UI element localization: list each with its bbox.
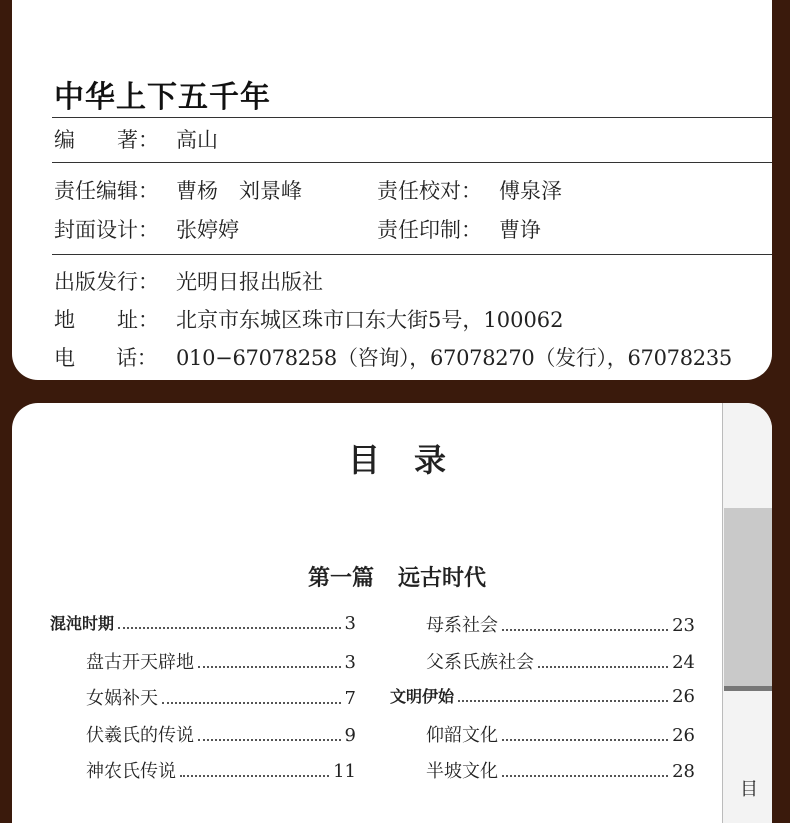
section-heading [12, 561, 772, 592]
toc-entry-page: 7 [344, 688, 356, 709]
toc-entry [426, 721, 695, 745]
toc-entry [86, 757, 356, 781]
resp-editor-line [54, 175, 302, 205]
cover-label: 封面设计： [54, 218, 159, 242]
print-line [377, 214, 541, 244]
next-page-bar [724, 686, 772, 691]
toc-entry-label: 混沌时期 [50, 614, 115, 633]
proof-line [377, 175, 562, 205]
toc-entry-label: 盘古开天辟地 [86, 651, 194, 673]
toc-entry-label: 女娲补天 [86, 688, 158, 709]
section-part: 第一篇 [307, 565, 374, 591]
book-title: 中华上下五千年 [54, 80, 271, 115]
print-label: 责任印制： [377, 218, 482, 242]
next-page-gray-block [724, 508, 772, 686]
toc-entry-label: 伏羲氏的传说 [86, 724, 194, 746]
dot-leader [198, 739, 341, 741]
toc-entry-label: 母系社会 [426, 615, 498, 636]
proof-label: 责任校对： [377, 179, 482, 203]
publisher-line [54, 266, 323, 296]
toc-entry-page: 3 [344, 651, 356, 673]
toc-entry-label: 父系氏族社会 [426, 651, 534, 673]
toc-entry [50, 611, 356, 635]
editor-value: 高山 [176, 128, 218, 152]
dot-leader [502, 739, 668, 741]
dot-leader [198, 666, 341, 668]
toc-entry-label: 半坡文化 [426, 761, 498, 782]
toc-entry-label: 神农氏传说 [86, 761, 176, 782]
resp-editor-value: 曹杨 刘景峰 [176, 179, 302, 203]
divider [52, 254, 772, 255]
toc-entry-page: 3 [344, 613, 356, 634]
toc-entry-page: 24 [672, 651, 695, 673]
dot-leader [538, 666, 668, 668]
print-value: 曹诤 [499, 218, 541, 242]
toc-entry-label: 仰韶文化 [426, 724, 498, 746]
publisher-value: 光明日报出版社 [176, 270, 323, 294]
section-name: 远古时代 [398, 565, 487, 591]
cover-line [54, 214, 239, 244]
toc-card [12, 403, 772, 823]
editor-line [54, 124, 218, 154]
toc-entry [426, 648, 695, 672]
toc-entry [426, 611, 695, 635]
toc-entry-page: 23 [672, 615, 695, 636]
toc-entry-page: 11 [333, 761, 356, 782]
next-page-char: 目 [740, 779, 758, 800]
toc-entry-page: 28 [672, 761, 695, 782]
proof-value: 傅泉泽 [499, 179, 562, 203]
editor-label: 编 著： [54, 128, 159, 152]
toc-entry [86, 648, 356, 672]
divider [52, 162, 772, 163]
dot-leader [458, 700, 668, 702]
resp-editor-label: 责任编辑： [54, 179, 159, 203]
phone-label: 电 话： [54, 346, 158, 370]
address-label: 地 址： [54, 308, 159, 332]
dot-leader [118, 627, 341, 629]
phone-value: 010−67078258（咨询），67078270（发行），67078235 [176, 346, 732, 370]
toc-entry-label: 文明伊始 [390, 687, 455, 706]
dot-leader [502, 629, 668, 631]
toc-entry-page: 9 [344, 724, 356, 746]
toc-entry-page: 26 [672, 724, 695, 746]
divider [52, 117, 772, 118]
address-line [54, 304, 564, 334]
address-value: 北京市东城区珠市口东大街5号，100062 [176, 308, 564, 332]
cover-value: 张婷婷 [176, 218, 239, 242]
publisher-label: 出版发行： [54, 270, 159, 294]
phone-line [54, 342, 732, 372]
toc-entry-page: 26 [672, 686, 695, 707]
toc-entry [426, 757, 695, 781]
dot-leader [162, 702, 341, 704]
colophon-card [12, 0, 772, 380]
toc-entry [86, 721, 356, 745]
dot-leader [502, 775, 668, 777]
dot-leader [180, 775, 329, 777]
toc-entry [86, 684, 356, 708]
toc-title: 目录 [347, 441, 480, 479]
toc-entry [390, 684, 695, 708]
